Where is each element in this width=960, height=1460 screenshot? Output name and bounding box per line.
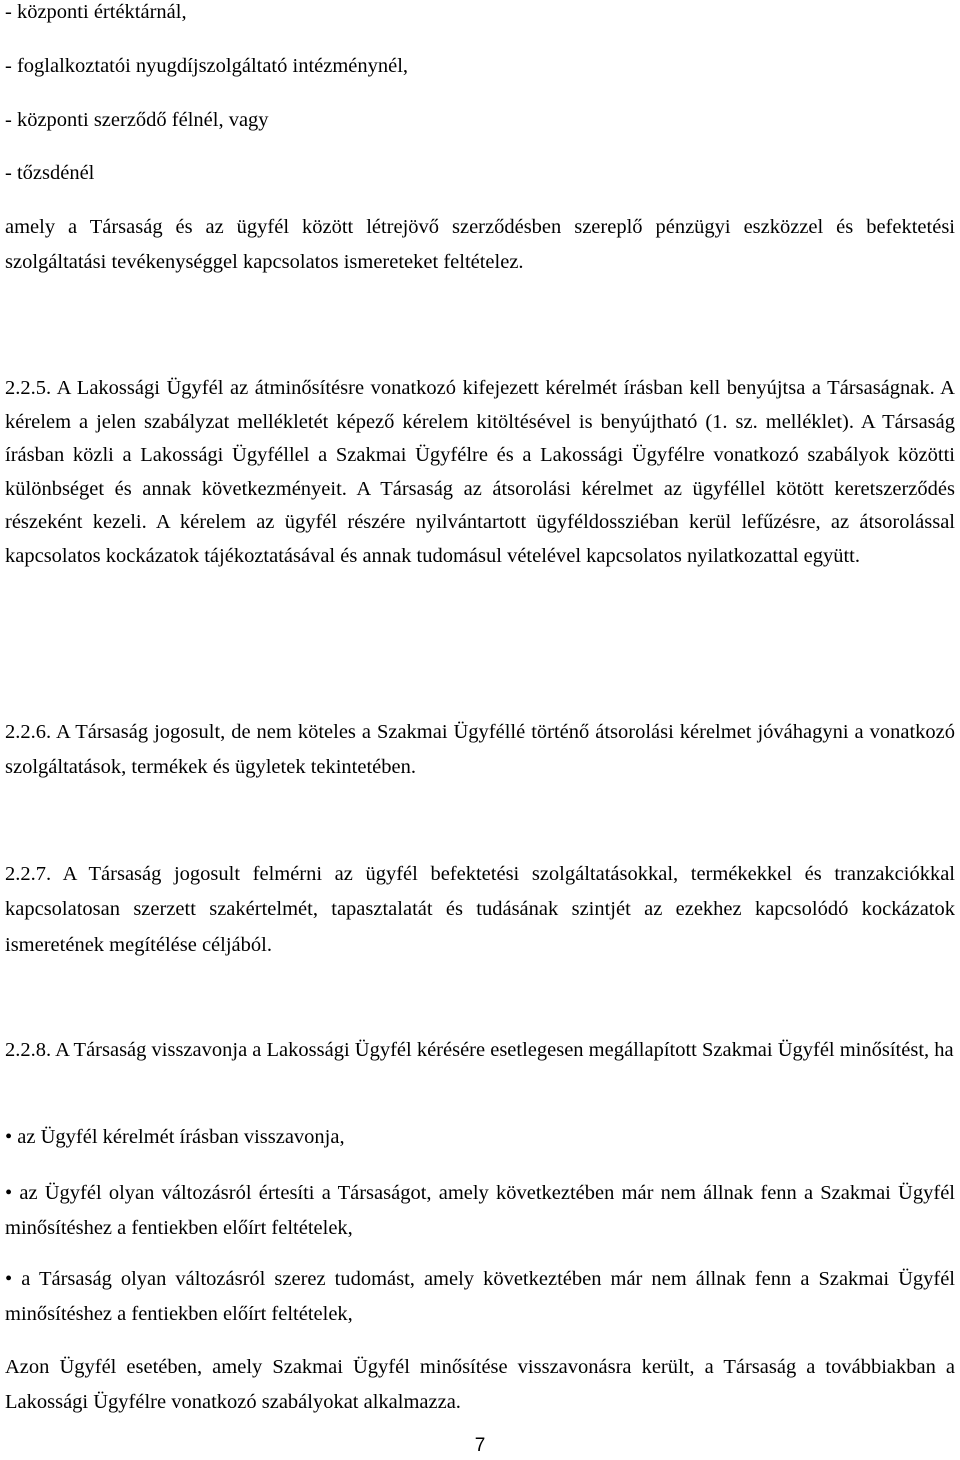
section-number: 2.2.5. (5, 377, 52, 399)
list-item: - foglalkoztatói nyugdíjszolgáltató intézménynél, (5, 55, 409, 77)
page-number: 7 (474, 1435, 486, 1456)
section-2-2-6 (5, 715, 955, 786)
section-text: A Társaság jogosult, de nem köteles a Szakmai Ügyféllé történő átsorolási kérelmet jóváhagyni a vonatkozó szolgáltatások, termékek és ügyletek tekintetében. (5, 721, 955, 779)
list-item: - központi értéktárnál, (5, 1, 187, 23)
section-text: A Társaság jogosult felmérni az ügyfél befektetési szolgáltatásokkal, termékekkel és tranzakciókkal kapcsolatosan szerzett szakértelmét, tapasztalatát és tudásának szintjét az ezekhez kapcsolódó kockázatok ismeretének megítélése céljából. (5, 863, 956, 956)
section-text: A Lakossági Ügyfél az átminősítésre vonatkozó kifejezett kérelmét írásban kell benyújtsa a Társaságnak. A kérelem a jelen szabályzat mellékletét képező kérelem kitöltésével is benyújtható (1. sz. melléklet). A Társaság írásban közli a Lakossági Ügyféllel a Szakmai Ügyfélre és a Lakossági Ügyfélre vonatkozó szabályok közötti különbséget és annak következményeit. A Társaság az átsorolási kérelmet az ügyféllel kötött keretszerződés részeként kezeli. A kérelem az ügyfél részére nyilvántartott ügyféldossziéban kerül lefűzésre, az átsorolással kapcsolatos kockázatok tájékoztatásával és annak tudomásul vételével kapcsolatos nyilatkozattal együtt. (5, 377, 955, 567)
bullet-item: • a Társaság olyan változásról szerez tudomást, amely következtében már nem állnak fenn a Szakmai Ügyfél minősítéshez a fentiekben előírt feltételek, (5, 1268, 955, 1325)
section-2-2-8 (5, 1033, 955, 1068)
bullet-item: • az Ügyfél olyan változásról értesíti a Társaságot, amely következtében már nem állnak fenn a Szakmai Ügyfél minősítéshez a fentiekben előírt feltételek, (5, 1182, 955, 1239)
list-item: - tőzsdénél (5, 162, 95, 184)
section-number: 2.2.6. (5, 721, 52, 743)
section-text: A Társaság visszavonja a Lakossági Ügyfél kérésére esetlegesen megállapított Szakmai Ügyfél minősítést, ha (55, 1039, 954, 1061)
section-number: 2.2.7. (5, 863, 52, 885)
intro-paragraph: amely a Társaság és az ügyfél között létrejövő szerződésben szereplő pénzügyi eszközzel és befektetési szolgáltatási tevékenységgel kapcsolatos ismereteket feltételez. (5, 216, 955, 274)
bullet-item: • az Ügyfél kérelmét írásban visszavonja, (5, 1126, 345, 1148)
section-2-2-5 (5, 372, 955, 574)
section-2-2-7 (5, 857, 955, 963)
list-item: - központi szerződő félnél, vagy (5, 109, 269, 131)
section-number: 2.2.8. (5, 1039, 52, 1061)
closing-paragraph: Azon Ügyfél esetében, amely Szakmai Ügyfél minősítése visszavonásra került, a Társaság a továbbiakban a Lakossági Ügyfélre vonatkozó szabályokat alkalmazza. (5, 1356, 955, 1413)
